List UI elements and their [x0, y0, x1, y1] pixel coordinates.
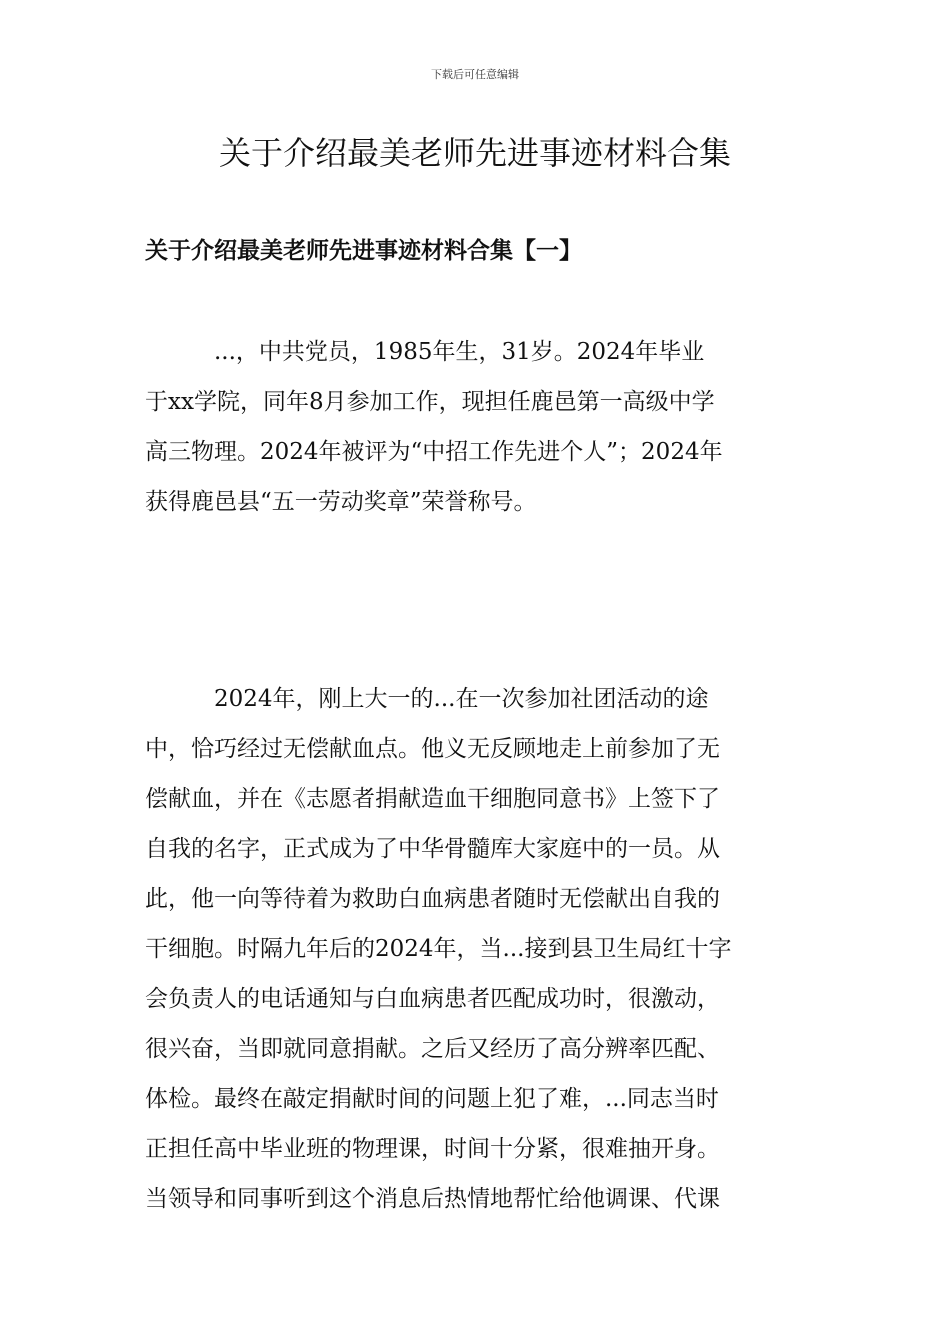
paragraph-line: 偿献血，并在《志愿者捐献造血干细胞同意书》上签下了	[145, 786, 720, 812]
paragraph-line: 干细胞。时隔九年后的2024年，当...接到县卫生局红十字	[145, 936, 732, 962]
paragraph-2	[145, 674, 805, 1224]
paragraph-line: 2024年，刚上大一的...在一次参加社团活动的途	[145, 686, 709, 712]
paragraph-line: 当领导和同事听到这个消息后热情地帮忙给他调课、代课	[145, 1186, 720, 1212]
paragraph-line: 自我的名字，正式成为了中华骨髓库大家庭中的一员。从	[145, 836, 720, 862]
paragraph-line: 很兴奋，当即就同意捐献。之后又经历了高分辨率匹配、	[145, 1036, 720, 1062]
paragraph-1	[145, 327, 805, 527]
paragraph-line: 于xx学院，同年8月参加工作，现担任鹿邑第一高级中学	[145, 389, 715, 415]
paragraph-line: 正担任高中毕业班的物理课，时间十分紧，很难抽开身。	[145, 1136, 720, 1162]
header-note: 下载后可任意编辑	[431, 68, 519, 81]
section-heading: 关于介绍最美老师先进事迹材料合集【一】	[145, 237, 582, 264]
paragraph-line: 获得鹿邑县“五一劳动奖章”荣誉称号。	[145, 489, 537, 515]
paragraph-line: 会负责人的电话通知与白血病患者匹配成功时，很激动，	[145, 986, 720, 1012]
document-title: 关于介绍最美老师先进事迹材料合集	[218, 134, 731, 172]
paragraph-line: 高三物理。2024年被评为“中招工作先进个人”；2024年	[145, 439, 723, 465]
paragraph-line: 此，他一向等待着为救助白血病患者随时无偿献出自我的	[145, 886, 720, 912]
paragraph-line: ...，中共党员，1985年生，31岁。2024年毕业	[145, 339, 705, 365]
paragraph-line: 体检。最终在敲定捐献时间的问题上犯了难，...同志当时	[145, 1086, 719, 1112]
paragraph-line: 中，恰巧经过无偿献血点。他义无反顾地走上前参加了无	[145, 736, 720, 762]
